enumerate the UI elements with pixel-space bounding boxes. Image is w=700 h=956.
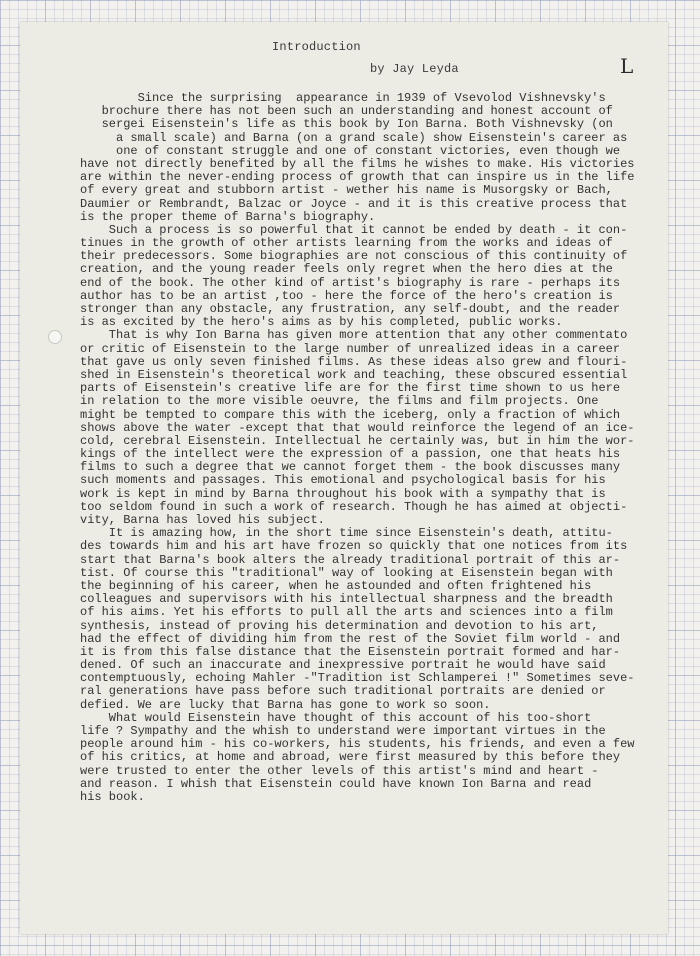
text-line: such moments and passages. This emotional and psychological basis for his [80,473,606,488]
text-line: his book. [80,789,145,804]
text-line: Such a process is so powerful that it cannot be ended by death - it con- [80,222,628,237]
text-line: synthesis, instead of proving his determination and devotion to his art, [80,618,599,633]
handwritten-page-mark: L [620,54,634,78]
text-line: of his aims. Yet his efforts to pull all the arts and sciences into a film [80,605,613,620]
text-line: that gave us only seven finished films. As these ideas also grew and flouri- [80,354,628,369]
text-line: creation, and the young reader feels only regret when the hero dies at the [80,262,613,277]
text-line: life ? Sympathy and the whish to understand were important virtues in the [80,724,606,738]
text-line: It is amazing how, in the short time since Eisenstein's death, attitu- [80,526,613,541]
text-line: vity, Barna has loved his subject. [80,513,325,527]
text-line: are within the never-ending process of growth that can inspire us in the life [80,170,635,185]
text-line: author has to be an artist ,too - here the force of the hero's creation is [80,288,613,303]
text-line: one of constant struggle and one of constant victories, even though we [80,143,621,158]
text-line: colleagues and supervisors with his intellectual sharpness and the breadth [80,592,613,607]
text-line: have not directly benefited by all the films he wishes to make. His victories [80,156,635,171]
text-line: What would Eisenstein have thought of this account of his too-short [80,710,592,725]
text-line: too seldom found in such a work of research. Though he has aimed at objecti- [80,499,628,514]
text-line: defied. We are lucky that Barna has gone to work so soon. [80,697,491,712]
text-line: a small scale) and Barna (on a grand scale) show Eisenstein's career as [80,130,628,145]
text-line: contemptuously, echoing Mahler -"Tradition ist Schlamperei !" Sometimes seve- [80,671,635,686]
punch-hole [48,330,62,344]
text-line: is as excited by the hero's aims as by his completed, public works. [80,315,563,330]
text-line: end of the book. The other kind of artist's biography is rare - perhaps its [80,275,621,290]
text-line: of his critics, at home and abroad, were first measured by this before they [80,750,621,765]
text-line: brochure there has not been such an understanding and honest account of [80,104,613,119]
text-line: Since the surprising appearance in 1939 of Vsevolod Vishnevsky's [80,91,606,105]
text-line: parts of Eisenstein's creative life are for the first time shown to us here [80,381,621,396]
text-line: in relation to the more visible oeuvre, the films and film projects. One [80,394,599,409]
text-line: Daumier or Rembrandt, Balzac or Joyce - and it is this creative process that [80,196,628,211]
text-line: is the proper theme of Barna's biography. [80,209,376,224]
document-body [80,92,670,804]
document-author: by Jay Leyda [370,62,459,76]
text-line: had the effect of dividing him from the rest of the Soviet film world - and [80,631,621,646]
text-line: the beginning of his career, when he astounded and often frightened his [80,578,592,593]
text-line: tist. Of course this "traditional" way of looking at Eisenstein began with [80,565,613,580]
document-title: Introduction [272,40,361,54]
text-line: sergei Eisenstein's life as this book by Ion Barna. Both Vishnevsky (on [80,117,613,132]
text-line: shows above the water -except that that would reinforce the legend of an ice- [80,420,635,435]
text-line: cold, cerebral Eisenstein. Intellectual he certainly was, but in him the wor- [80,433,635,448]
text-line: kings of the intellect were the expression of a passion, one that heats his [80,447,621,462]
text-line: it is from this false distance that the Eisenstein portrait formed and har- [80,644,621,659]
text-line: people around him - his co-workers, his students, his friends, and even a few [80,737,635,752]
text-line: of every great and stubborn artist - wether his name is Musorgsky or Bach, [80,183,613,198]
text-line: ral generations have pass before such traditional portraits are denied or [80,684,606,699]
text-line: might be tempted to compare this with the iceberg, only a fraction of which [80,407,621,422]
text-line: were trusted to enter the other levels of this artist's mind and heart - [80,763,599,778]
text-line: and reason. I whish that Eisenstein could have known Ion Barna and read [80,776,592,791]
text-line: shed in Eisenstein's theoretical work and teaching, these obscured essential [80,367,628,382]
text-line: work is kept in mind by Barna throughout his book with a sympathy that is [80,486,606,501]
text-line: stronger than any obstacle, any frustration, any self-doubt, and the reader [80,302,621,316]
text-line: That is why Ion Barna has given more attention that any other commentato [80,328,628,343]
text-line: dened. Of such an inaccurate and inexpressive portrait he would have said [80,658,606,673]
text-line: des towards him and his art have frozen so quickly that one notices from its [80,539,628,554]
text-line: films to such a degree that we cannot forget them - the book discusses many [80,460,621,475]
text-line: or critic of Eisenstein to the large number of unrealized ideas in a career [80,341,621,356]
text-line: start that Barna's book alters the already traditional portrait of this ar- [80,552,621,567]
text-line: their predecessors. Some biographies are not conscious of this continuity of [80,249,628,264]
text-line: tinues in the growth of other artists learning from the works and ideas of [80,236,613,251]
